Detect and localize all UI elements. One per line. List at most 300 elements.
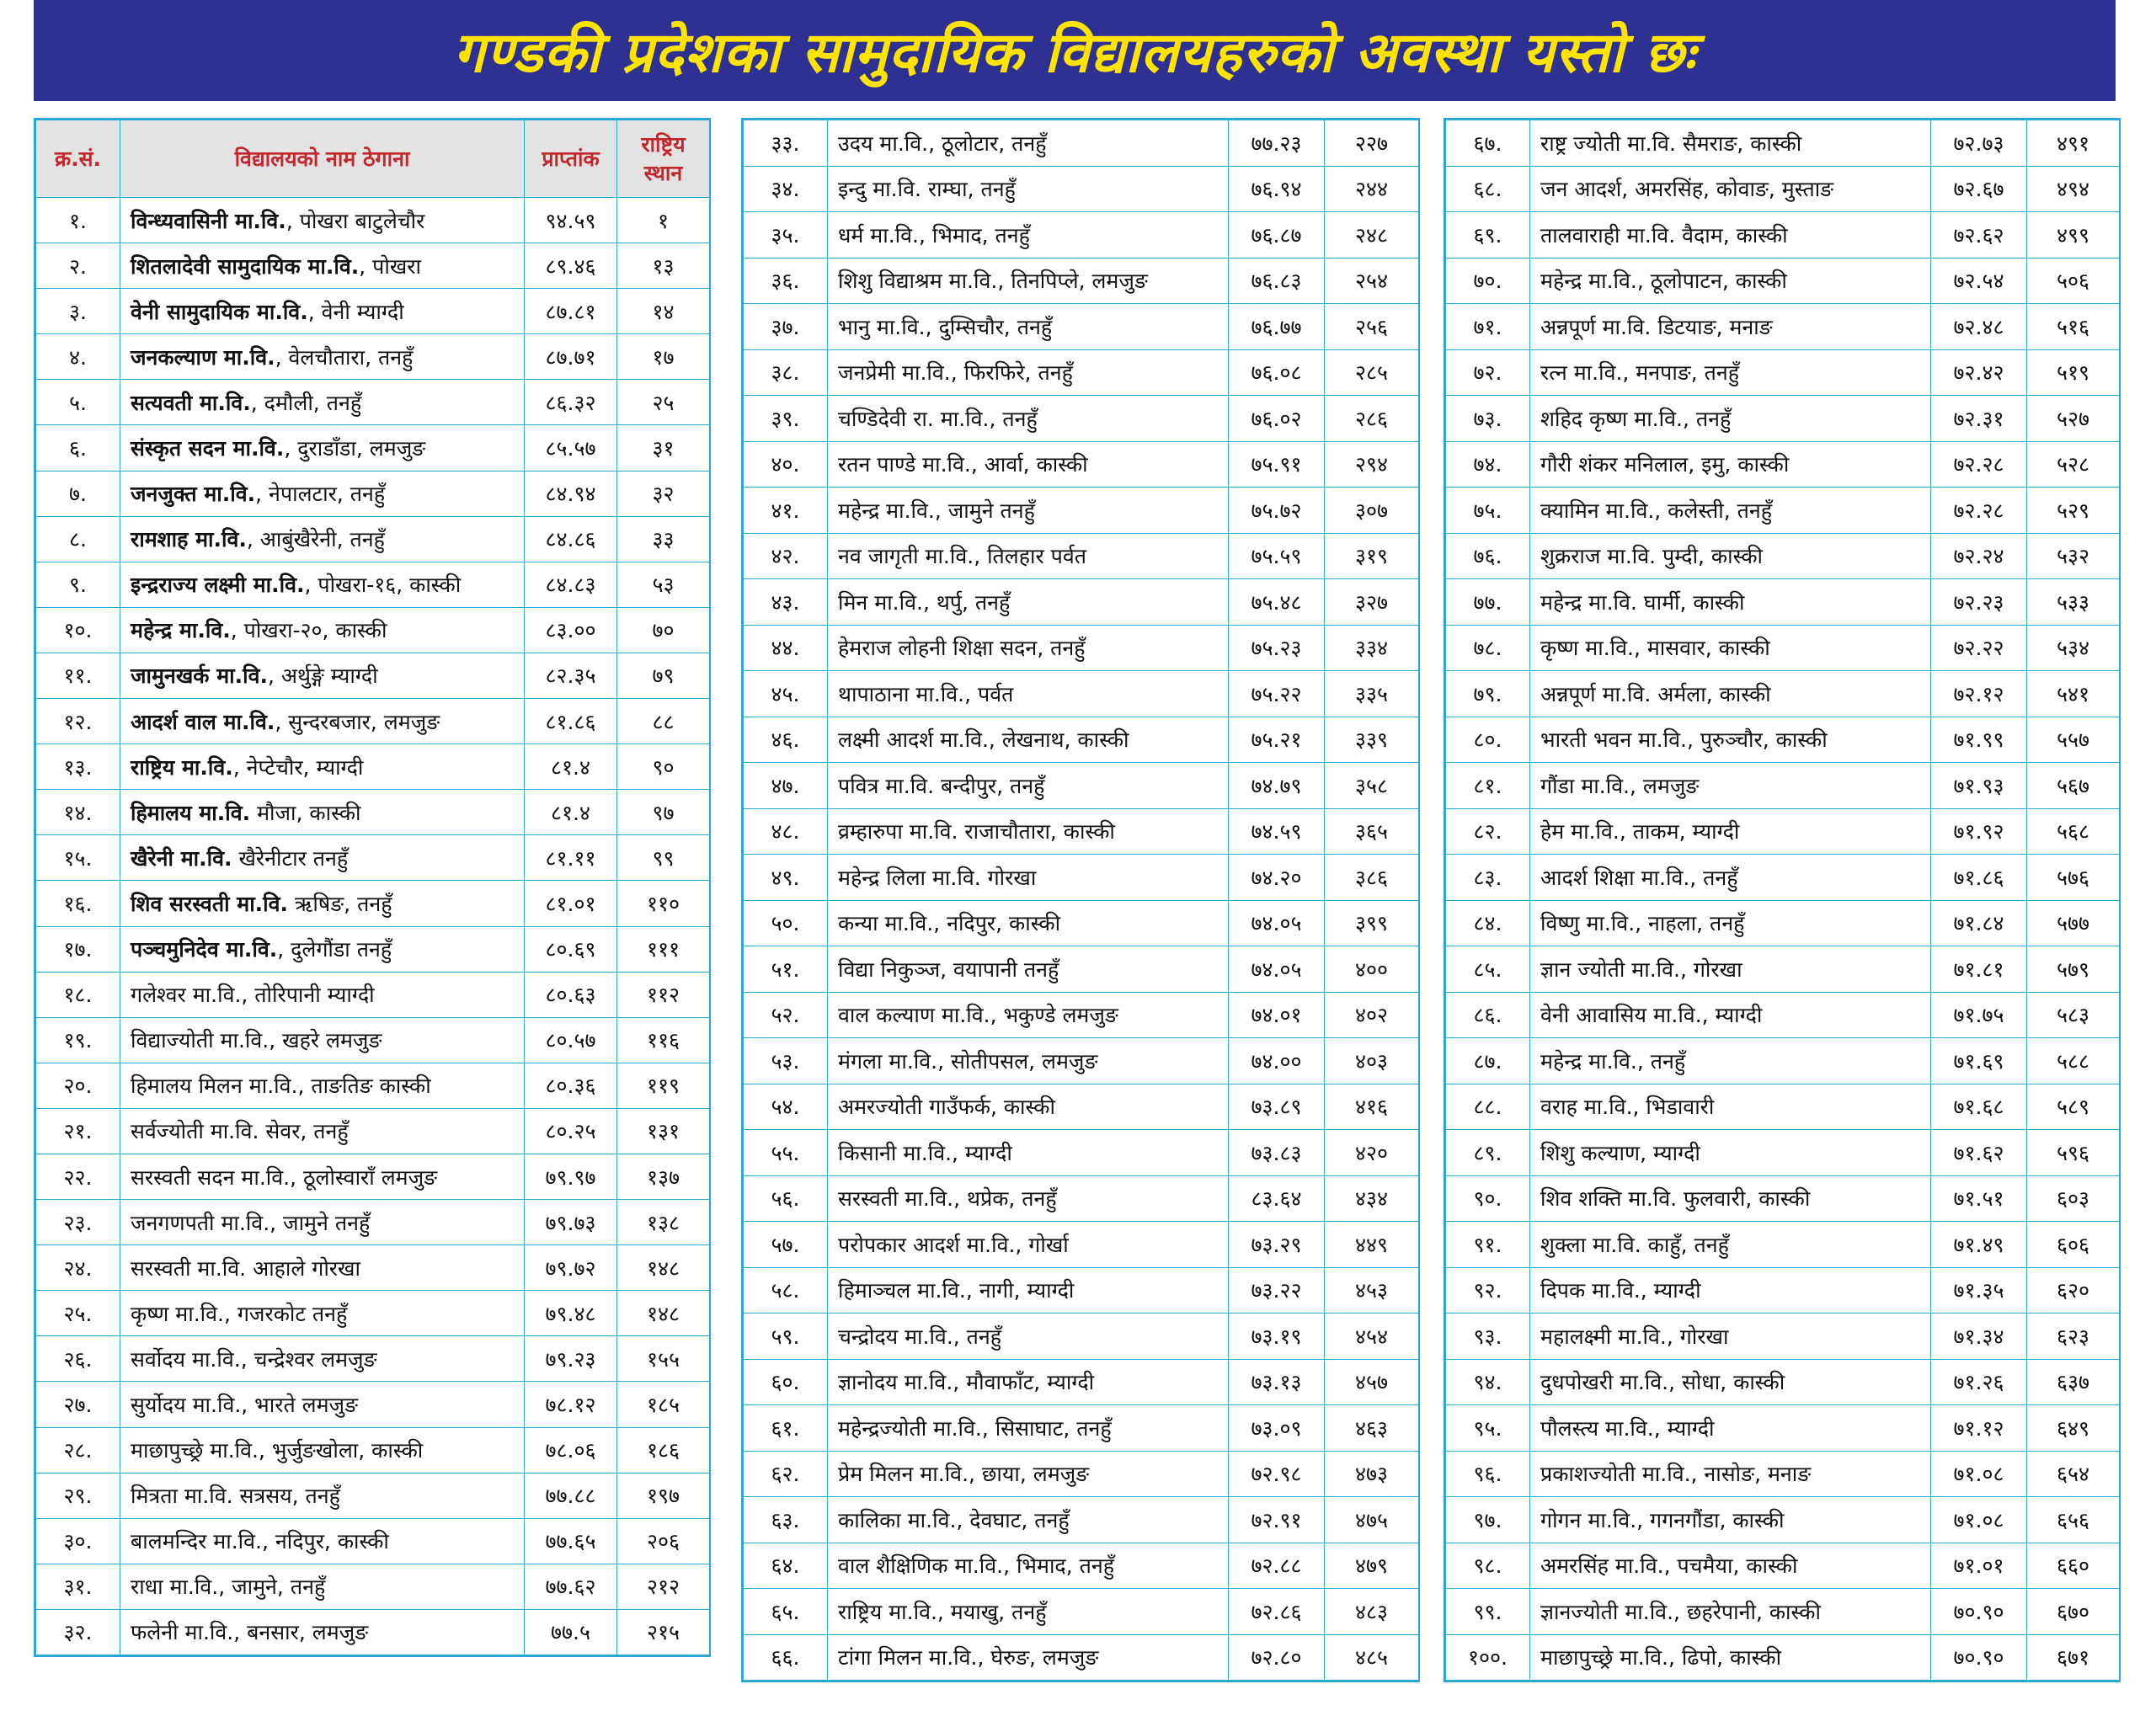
national-rank: ५३ — [617, 562, 710, 607]
national-rank: ५३३ — [2027, 579, 2120, 626]
school-name — [1530, 258, 1931, 304]
school-name — [1530, 579, 1931, 626]
school-address: , नेपालटार, तनहुँ — [255, 482, 386, 507]
table-row — [36, 334, 710, 380]
score: ७२.८० — [1229, 1634, 1325, 1681]
school-address: जनप्रेमी मा.वि., फिरफिरे, तनहुँ — [838, 360, 1073, 386]
header-school-name: विद्यालयको नाम ठेगाना — [120, 120, 525, 198]
school-address: थापाठाना मा.वि., पर्वत — [838, 681, 1014, 706]
school-address: महालक्ष्मी मा.वि., गोरखा — [1540, 1324, 1729, 1349]
national-rank: ९९ — [617, 835, 710, 881]
score: ७२.२८ — [1931, 488, 2027, 534]
school-address: हिमालय मिलन मा.वि., ताङतिङ कास्की — [131, 1074, 431, 1099]
serial-number: ५३. — [744, 1038, 828, 1084]
serial-number: ५१. — [744, 946, 828, 993]
national-rank: १११ — [617, 926, 710, 972]
school-name-bold: पञ्चमुनिदेव मा.वि. — [131, 937, 278, 962]
table-row — [36, 425, 710, 471]
serial-number: ८८. — [1446, 1084, 1530, 1130]
national-rank: ५७६ — [2027, 855, 2120, 901]
serial-number: १०. — [36, 607, 120, 653]
school-name — [120, 1291, 525, 1336]
school-name — [120, 1564, 525, 1609]
school-address: बालमन्दिर मा.वि., नदिपुर, कास्की — [131, 1529, 389, 1554]
national-rank: ११६ — [617, 1017, 710, 1063]
serial-number: ९८. — [1446, 1543, 1530, 1589]
serial-number: २५. — [36, 1291, 120, 1336]
table-row — [36, 562, 710, 607]
serial-number: ६५. — [744, 1589, 828, 1635]
score: ७१.०८ — [1931, 1497, 2027, 1543]
school-address: आदर्श शिक्षा मा.वि., तनहुँ — [1540, 865, 1738, 890]
school-address: अन्नपूर्ण मा.वि. डिटयाङ, मनाङ — [1540, 314, 1773, 339]
table-row — [1446, 1405, 2120, 1452]
table-row — [1446, 671, 2120, 717]
national-rank: १३८ — [617, 1200, 710, 1245]
score: ७२.२२ — [1931, 625, 2027, 671]
school-name — [120, 289, 525, 334]
serial-number: १८. — [36, 972, 120, 1017]
score: ७१.६२ — [1931, 1130, 2027, 1176]
score: ७४.२० — [1229, 855, 1325, 901]
table-row — [36, 744, 710, 790]
national-rank: ४५३ — [1325, 1267, 1419, 1314]
school-name — [120, 1518, 525, 1564]
score: ७९.४८ — [525, 1291, 617, 1336]
school-address: दिपक मा.वि., म्याग्दी — [1540, 1278, 1701, 1303]
school-name — [828, 258, 1229, 304]
national-rank: २०६ — [617, 1518, 710, 1564]
score: ८०.३६ — [525, 1063, 617, 1108]
school-address: , पोखरा-२०, कास्की — [230, 618, 387, 643]
school-address: कृष्ण मा.वि., मासवार, कास्की — [1540, 636, 1770, 661]
school-address: महेन्द्र मा.वि., ठूलोपाटन, कास्की — [1540, 269, 1787, 294]
national-rank: ४०२ — [1325, 992, 1419, 1038]
table-row — [1446, 579, 2120, 626]
national-rank: ३५८ — [1325, 763, 1419, 809]
serial-number: ७६. — [1446, 533, 1530, 579]
school-name — [1530, 1038, 1931, 1084]
school-address: मिन मा.वि., थर्पु, तनहुँ — [838, 589, 1011, 615]
school-address: सर्वज्योती मा.वि. सेवर, तनहुँ — [131, 1119, 349, 1144]
table-row — [1446, 349, 2120, 396]
serial-number: ३३. — [744, 120, 828, 167]
serial-number: १९. — [36, 1017, 120, 1063]
serial-number: २४. — [36, 1245, 120, 1291]
school-name — [1530, 992, 1931, 1038]
school-name — [828, 488, 1229, 534]
serial-number: ३६. — [744, 258, 828, 304]
school-name — [120, 471, 525, 516]
table-row — [744, 1038, 1419, 1084]
school-name — [1530, 1451, 1931, 1497]
school-address: कालिका मा.वि., देवघाट, तनहुँ — [838, 1507, 1070, 1532]
header-serial: क्र.सं. — [36, 120, 120, 198]
national-rank: ६५४ — [2027, 1451, 2120, 1497]
table-row — [744, 763, 1419, 809]
score: ७५.४८ — [1229, 579, 1325, 626]
school-address: उदय मा.वि., ठूलोटार, तनहुँ — [838, 131, 1047, 156]
national-rank: १४८ — [617, 1245, 710, 1291]
school-address: महेन्द्र मा.वि. घार्मी, कास्की — [1540, 589, 1745, 615]
serial-number: २३. — [36, 1200, 120, 1245]
score: ७३.८३ — [1229, 1130, 1325, 1176]
score: ८३.०० — [525, 607, 617, 653]
serial-number: ३७. — [744, 304, 828, 350]
school-address: शुक्ला मा.वि. काहुँ, तनहुँ — [1540, 1232, 1729, 1257]
serial-number: १४. — [36, 790, 120, 835]
school-name — [1530, 763, 1931, 809]
serial-number: ५६. — [744, 1175, 828, 1222]
score: ७२.५४ — [1931, 258, 2027, 304]
score: ७४.०५ — [1229, 900, 1325, 946]
results-table-1 — [35, 120, 710, 1655]
school-address: रतन पाण्डे मा.वि., आर्वा, कास्की — [838, 452, 1088, 477]
national-rank: ११० — [617, 881, 710, 926]
serial-number: ८. — [36, 516, 120, 562]
serial-number: २. — [36, 243, 120, 289]
school-address: सरस्वती मा.वि., थप्रेक, तनहुँ — [838, 1186, 1057, 1212]
serial-number: ६७. — [1446, 120, 1530, 167]
table-panel-3 — [1444, 118, 2121, 1682]
school-name — [120, 1063, 525, 1108]
national-rank: २५६ — [1325, 304, 1419, 350]
serial-number: ४१. — [744, 488, 828, 534]
school-name — [828, 304, 1229, 350]
national-rank: ४५४ — [1325, 1314, 1419, 1360]
score: ७७.५ — [525, 1609, 617, 1655]
school-name — [120, 1609, 525, 1655]
score: ८४.८३ — [525, 562, 617, 607]
table-row — [744, 1130, 1419, 1176]
score: ७७.६२ — [525, 1564, 617, 1609]
school-name — [828, 579, 1229, 626]
school-address: , आबुंखैरेनी, तनहुँ — [246, 527, 385, 552]
school-address: नव जागृती मा.वि., तिलहार पर्वत — [838, 544, 1087, 569]
score: ८२.३५ — [525, 653, 617, 698]
school-name — [120, 926, 525, 972]
school-address: महेन्द्र लिला मा.वि. गोरखा — [838, 865, 1037, 890]
school-address: कृष्ण मा.वि., गजरकोट तनहुँ — [131, 1301, 348, 1326]
page-title: गण्डकी प्रदेशका सामुदायिक विद्यालयहरुको अवस्था यस्तो छः — [453, 20, 1696, 85]
serial-number: ६१. — [744, 1405, 828, 1452]
school-name — [828, 166, 1229, 212]
serial-number: ६६. — [744, 1634, 828, 1681]
school-name-bold: हिमालय मा.वि. — [131, 800, 251, 825]
score: ७३.०९ — [1229, 1405, 1325, 1452]
table-row — [1446, 992, 2120, 1038]
national-rank: २४४ — [1325, 166, 1419, 212]
school-address: , पोखरा-१६, कास्की — [304, 573, 462, 598]
national-rank: ५८३ — [2027, 992, 2120, 1038]
school-address: गलेश्वर मा.वि., तोरिपानी म्याग्दी — [131, 983, 375, 1008]
national-rank: ५४१ — [2027, 671, 2120, 717]
score: ७६.९४ — [1229, 166, 1325, 212]
table-row — [1446, 1451, 2120, 1497]
school-address: जनगणपती मा.वि., जामुने तनहुँ — [131, 1210, 371, 1235]
national-rank: ४३४ — [1325, 1175, 1419, 1222]
serial-number: ८३. — [1446, 855, 1530, 901]
school-name — [120, 1108, 525, 1154]
table-row — [1446, 946, 2120, 993]
school-address: , वेनी म्याग्दी — [307, 299, 404, 324]
national-rank: ४९४ — [2027, 166, 2120, 212]
serial-number: ४७. — [744, 763, 828, 809]
serial-number: ४०. — [744, 441, 828, 488]
table-row — [744, 579, 1419, 626]
school-name — [1530, 166, 1931, 212]
table-row — [744, 1405, 1419, 1452]
school-address: विद्या निकुञ्ज, वयापानी तनहुँ — [838, 957, 1059, 982]
results-table-2 — [743, 120, 1419, 1681]
table-row — [1446, 396, 2120, 442]
national-rank: ४०३ — [1325, 1038, 1419, 1084]
table-row — [36, 380, 710, 425]
serial-number: ३५. — [744, 212, 828, 258]
school-address: राष्ट्र ज्योती मा.वि. सैमराङ, कास्की — [1540, 131, 1802, 156]
national-rank: ३३९ — [1325, 717, 1419, 763]
school-name — [1530, 533, 1931, 579]
table-row — [1446, 533, 2120, 579]
header-rank-line2: स्थान — [643, 160, 683, 185]
table-row — [36, 1564, 710, 1609]
school-name — [120, 243, 525, 289]
school-name — [828, 1084, 1229, 1130]
school-name — [1530, 304, 1931, 350]
school-address: अमरसिंह मा.वि., पचमैया, कास्की — [1540, 1553, 1798, 1579]
school-name — [828, 1038, 1229, 1084]
school-name — [1530, 396, 1931, 442]
national-rank: १३७ — [617, 1154, 710, 1199]
serial-number: ७४. — [1446, 441, 1530, 488]
serial-number: ३८. — [744, 349, 828, 396]
serial-number: ४४. — [744, 625, 828, 671]
school-address: वाल कल्याण मा.वि., भकुण्डे लमजुङ — [838, 1003, 1118, 1028]
school-address: , दुराडाँडा, लमजुङ — [284, 436, 426, 461]
school-name — [120, 835, 525, 881]
school-name — [828, 808, 1229, 855]
table-row — [36, 1427, 710, 1473]
school-name — [828, 855, 1229, 901]
serial-number: ९२. — [1446, 1267, 1530, 1314]
table-row — [744, 1451, 1419, 1497]
school-address: अमरज्योती गाउँफर्क, कास्की — [838, 1095, 1055, 1120]
national-rank: ३२ — [617, 471, 710, 516]
score: ७५.७२ — [1229, 488, 1325, 534]
table-row — [36, 1063, 710, 1108]
school-address: भानु मा.वि., दुम्सिचौर, तनहुँ — [838, 314, 1053, 339]
serial-number: ४६. — [744, 717, 828, 763]
score: ८७.७१ — [525, 334, 617, 380]
school-address: माछापुच्छ्रे मा.वि., भुर्जुङखोला, कास्की — [131, 1438, 424, 1463]
table-row — [744, 1222, 1419, 1268]
serial-number: ५५. — [744, 1130, 828, 1176]
national-rank: ४५७ — [1325, 1359, 1419, 1405]
national-rank: १७ — [617, 334, 710, 380]
table-row — [1446, 1314, 2120, 1360]
score: ८३.६४ — [1229, 1175, 1325, 1222]
national-rank: ४६३ — [1325, 1405, 1419, 1452]
school-name — [120, 1336, 525, 1382]
serial-number: ५४. — [744, 1084, 828, 1130]
score: ७४.५९ — [1229, 808, 1325, 855]
national-rank: २२७ — [1325, 120, 1419, 167]
school-name — [1530, 349, 1931, 396]
score: ८७.८१ — [525, 289, 617, 334]
score: ७१.६८ — [1931, 1084, 2027, 1130]
school-address: क्यामिन मा.वि., कलेस्ती, तनहुँ — [1540, 498, 1773, 523]
school-address: लक्ष्मी आदर्श मा.वि., लेखनाथ, कास्की — [838, 727, 1129, 753]
school-address: दुधपोखरी मा.वि., सोधा, कास्की — [1540, 1370, 1785, 1395]
table-panel-2 — [741, 118, 1420, 1682]
table-row — [1446, 1222, 2120, 1268]
school-address: जन आदर्श, अमरसिंह, कोवाङ, मुस्ताङ — [1540, 177, 1834, 202]
serial-number: ३२. — [36, 1609, 120, 1655]
serial-number: ७१. — [1446, 304, 1530, 350]
score: ७१.८४ — [1931, 900, 2027, 946]
table-row — [1446, 1267, 2120, 1314]
serial-number: ५. — [36, 380, 120, 425]
school-address: सरस्वती मा.वि. आहाले गोरखा — [131, 1255, 360, 1281]
table-row — [1446, 1359, 2120, 1405]
table-row — [36, 1382, 710, 1427]
school-address: प्रेम मिलन मा.वि., छाया, लमजुङ — [838, 1462, 1090, 1487]
serial-number: १६. — [36, 881, 120, 926]
school-name-bold: शिव सरस्वती मा.वि. — [131, 891, 289, 916]
school-name — [1530, 1405, 1931, 1452]
school-address: हेम मा.वि., ताकम, म्याग्दी — [1540, 819, 1740, 845]
national-rank: ५१९ — [2027, 349, 2120, 396]
score: ७७.६५ — [525, 1518, 617, 1564]
table-row — [36, 607, 710, 653]
school-address: सरस्वती सदन मा.वि., ठूलोस्वाराँ लमजुङ — [131, 1164, 438, 1190]
school-address: हिमाञ्चल मा.वि., नागी, म्याग्दी — [838, 1278, 1075, 1303]
national-rank: ४०० — [1325, 946, 1419, 993]
serial-number: ५०. — [744, 900, 828, 946]
national-rank: ३६५ — [1325, 808, 1419, 855]
school-name — [120, 744, 525, 790]
school-name-bold: वेनी सामुदायिक मा.वि. — [131, 299, 308, 324]
table-row — [36, 926, 710, 972]
national-rank: ६०३ — [2027, 1175, 2120, 1222]
table-row — [1446, 1589, 2120, 1635]
table-row — [744, 1267, 1419, 1314]
serial-number: ९०. — [1446, 1175, 1530, 1222]
school-address: , पोखरा बाटुलेचौर — [286, 208, 425, 233]
school-name — [1530, 120, 1931, 167]
school-name-bold: राष्ट्रिय मा.वि. — [131, 754, 233, 780]
table-row — [1446, 166, 2120, 212]
score: ७९.९७ — [525, 1154, 617, 1199]
school-address: वाल शैक्षिणिक मा.वि., भिमाद, तनहुँ — [838, 1553, 1115, 1579]
national-rank: ५५७ — [2027, 717, 2120, 763]
school-address: मंगला मा.वि., सोतीपसल, लमजुङ — [838, 1048, 1098, 1074]
school-name — [120, 1017, 525, 1063]
table-row — [1446, 855, 2120, 901]
score: ७२.६७ — [1931, 166, 2027, 212]
school-address: पवित्र मा.वि. बन्दीपुर, तनहुँ — [838, 773, 1045, 798]
serial-number: ६९. — [1446, 212, 1530, 258]
table-panel-1 — [34, 118, 711, 1657]
serial-number: २०. — [36, 1063, 120, 1108]
school-address: शुक्रराज मा.वि. पुम्दी, कास्की — [1540, 544, 1764, 569]
score: ७१.६९ — [1931, 1038, 2027, 1084]
school-address: राष्ट्रिय मा.वि., मयाखु, तनहुँ — [838, 1599, 1047, 1624]
national-rank: ७९ — [617, 653, 710, 698]
table-row — [744, 671, 1419, 717]
school-name — [828, 441, 1229, 488]
table-row — [36, 1609, 710, 1655]
serial-number: १००. — [1446, 1634, 1530, 1681]
score: ७१.९३ — [1931, 763, 2027, 809]
national-rank: ५८८ — [2027, 1038, 2120, 1084]
score: ८१.८६ — [525, 699, 617, 744]
school-address: , नेप्टेचौर, म्याग्दी — [232, 754, 364, 780]
school-address: गौरी शंकर मनिलाल, इमु, कास्की — [1540, 452, 1790, 477]
score: ७६.०२ — [1229, 396, 1325, 442]
table-row — [1446, 1130, 2120, 1176]
school-name — [828, 1267, 1229, 1314]
table-row — [36, 835, 710, 881]
school-name-bold: रामशाह मा.वि. — [131, 527, 247, 552]
score: ७१.०८ — [1931, 1451, 2027, 1497]
national-rank: ६३७ — [2027, 1359, 2120, 1405]
score: ७३.१३ — [1229, 1359, 1325, 1405]
school-address: माछापुच्छ्रे मा.वि., ढिपो, कास्की — [1540, 1645, 1782, 1671]
score: ७१.९२ — [1931, 808, 2027, 855]
score: ७३.२९ — [1229, 1222, 1325, 1268]
title-banner — [34, 0, 2116, 101]
national-rank: २१५ — [617, 1609, 710, 1655]
score: ७४.०० — [1229, 1038, 1325, 1084]
school-address: राधा मा.वि., जामुने, तनहुँ — [131, 1575, 326, 1600]
table-row — [744, 1175, 1419, 1222]
national-rank: ४८३ — [1325, 1589, 1419, 1635]
school-address: शिशु कल्याण, म्याग्दी — [1540, 1140, 1700, 1165]
school-address: , दमौली, तनहुँ — [250, 390, 362, 415]
serial-number: २६. — [36, 1336, 120, 1382]
school-address: ऋषिङ, तनहुँ — [288, 891, 392, 916]
school-address: परोपकार आदर्श मा.वि., गोर्खा — [838, 1232, 1069, 1257]
score: ७९.७३ — [525, 1200, 617, 1245]
table-row — [1446, 488, 2120, 534]
serial-number: १३. — [36, 744, 120, 790]
table-row — [1446, 625, 2120, 671]
serial-number: २८. — [36, 1427, 120, 1473]
table-row — [744, 946, 1419, 993]
table-row — [36, 699, 710, 744]
serial-number: ७७. — [1446, 579, 1530, 626]
score: ७५.२२ — [1229, 671, 1325, 717]
serial-number: ७३. — [1446, 396, 1530, 442]
national-rank: ५१६ — [2027, 304, 2120, 350]
score: ७६.७७ — [1229, 304, 1325, 350]
score: ७२.४८ — [1931, 304, 2027, 350]
table-row — [1446, 1175, 2120, 1222]
score: ७४.७९ — [1229, 763, 1325, 809]
table-row — [744, 1084, 1419, 1130]
school-name-bold: आदर्श वाल मा.वि. — [131, 709, 275, 734]
table-row — [744, 625, 1419, 671]
serial-number: १५. — [36, 835, 120, 881]
table-row — [744, 1359, 1419, 1405]
school-address: , सुन्दरबजार, लमजुङ — [275, 709, 440, 734]
school-name — [120, 1200, 525, 1245]
national-rank: ५३४ — [2027, 625, 2120, 671]
score: ७२.३१ — [1931, 396, 2027, 442]
school-name — [1530, 808, 1931, 855]
school-address: फलेनी मा.वि., बनसार, लमजुङ — [131, 1620, 369, 1645]
